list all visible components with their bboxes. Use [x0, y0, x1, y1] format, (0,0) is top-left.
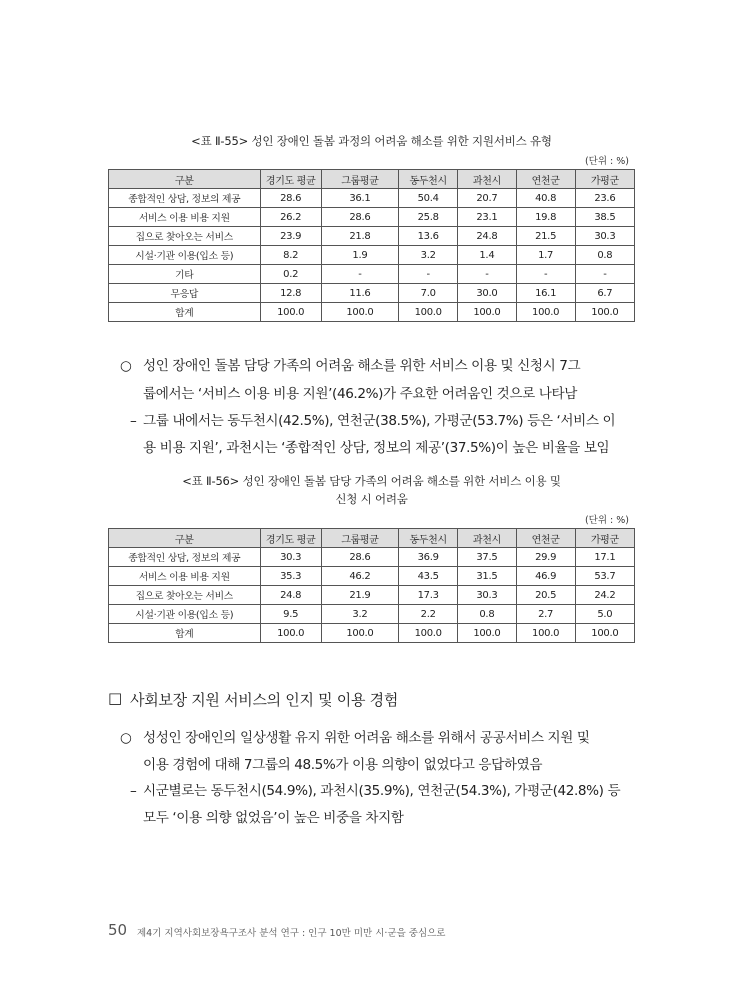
table-cell: 24.2	[575, 586, 634, 605]
row-label: 기타	[109, 265, 261, 284]
table-cell: 100.0	[458, 624, 516, 643]
table56-header-cell: 구분	[109, 529, 261, 548]
table-cell: 17.3	[399, 586, 458, 605]
table-row	[109, 189, 635, 208]
table-cell: 16.1	[516, 284, 575, 303]
table-cell: 0.2	[260, 265, 321, 284]
table-cell: -	[458, 265, 516, 284]
section-title: 사회보장 지원 서비스의 인지 및 이용 경험	[130, 691, 399, 709]
table-cell: 100.0	[399, 624, 458, 643]
table-cell: 3.2	[399, 246, 458, 265]
table-cell: 29.9	[516, 548, 575, 567]
table-cell: -	[399, 265, 458, 284]
table-cell: 28.6	[321, 208, 398, 227]
table55-header-row	[109, 170, 635, 189]
table56-header-cell: 연천군	[516, 529, 575, 548]
table-cell: 23.6	[575, 189, 634, 208]
table-cell: 30.0	[458, 284, 516, 303]
table-cell: 20.7	[458, 189, 516, 208]
table-cell: -	[321, 265, 398, 284]
row-label: 종합적인 상담, 정보의 제공	[109, 548, 261, 567]
para1-dash: –	[130, 413, 137, 429]
table-cell: 5.0	[575, 605, 634, 624]
table-cell: 24.8	[458, 227, 516, 246]
table56-header-row	[109, 529, 635, 548]
table55-unit: (단위 : %)	[584, 156, 629, 167]
table-cell: 12.8	[260, 284, 321, 303]
row-label: 시설·기관 이용(입소 등)	[109, 246, 261, 265]
table-cell: 100.0	[321, 303, 398, 322]
row-label: 집으로 찾아오는 서비스	[109, 586, 261, 605]
table-cell: 100.0	[260, 624, 321, 643]
row-label: 종합적인 상담, 정보의 제공	[109, 189, 261, 208]
table-56	[108, 528, 635, 643]
table-cell: 28.6	[321, 548, 398, 567]
table-cell: 43.5	[399, 567, 458, 586]
table-row	[109, 265, 635, 284]
para2-sub1: 시군별로는 동두천시(54.9%), 과천시(35.9%), 연천군(54.3%), 가평군(42.8%) 등	[143, 783, 621, 799]
table56-header-cell: 동두천시	[399, 529, 458, 548]
table-cell: 31.5	[458, 567, 516, 586]
table-cell: 8.2	[260, 246, 321, 265]
page-number: 50	[108, 921, 128, 939]
table56-header-cell: 경기도 평균	[260, 529, 321, 548]
table55-header-cell: 가평군	[575, 170, 634, 189]
row-label: 시설·기관 이용(입소 등)	[109, 605, 261, 624]
table-cell: 100.0	[399, 303, 458, 322]
table55-caption: <표 Ⅱ-55> 성인 장애인 돌봄 과정의 어려움 해소를 위한 지원서비스 유형	[191, 134, 552, 148]
table-cell: 100.0	[458, 303, 516, 322]
table-cell: 53.7	[575, 567, 634, 586]
table-cell: 11.6	[321, 284, 398, 303]
table-cell: 46.9	[516, 567, 575, 586]
para1-line2: 룹에서는 ‘서비스 이용 비용 지원’(46.2%)가 주요한 어려움인 것으로 나타남	[143, 386, 577, 402]
table-cell: -	[575, 265, 634, 284]
para2-line2: 이용 경험에 대해 7그룹의 48.5%가 이용 의향이 없었다고 응답하였음	[143, 757, 543, 773]
row-label: 서비스 이용 비용 지원	[109, 567, 261, 586]
table-cell: 35.3	[260, 567, 321, 586]
table-cell: 2.7	[516, 605, 575, 624]
table56-header-cell: 그룹평균	[321, 529, 398, 548]
table55-header-cell: 과천시	[458, 170, 516, 189]
para2-line1: 성성인 장애인의 일상생활 유지 위한 어려움 해소를 위해서 공공서비스 지원 및	[143, 730, 590, 746]
row-label: 합계	[109, 624, 261, 643]
para1-line1: 성인 장애인 돌봄 담당 가족의 어려움 해소를 위한 서비스 이용 및 신청시 7그	[143, 358, 581, 374]
table-cell: 3.2	[321, 605, 398, 624]
table-cell: 20.5	[516, 586, 575, 605]
table-cell: 9.5	[260, 605, 321, 624]
table-cell: 28.6	[260, 189, 321, 208]
table56-caption-line2: 신청 시 어려움	[335, 492, 408, 506]
table-cell: 30.3	[458, 586, 516, 605]
table-cell: 17.1	[575, 548, 634, 567]
table-row	[109, 605, 635, 624]
table-cell: 38.5	[575, 208, 634, 227]
row-label: 서비스 이용 비용 지원	[109, 208, 261, 227]
table-cell: 100.0	[260, 303, 321, 322]
table-cell: 24.8	[260, 586, 321, 605]
table56-caption-line1: <표 Ⅱ-56> 성인 장애인 돌봄 담당 가족의 어려움 해소를 위한 서비스 이용 및	[182, 474, 561, 488]
table-cell: 46.2	[321, 567, 398, 586]
para2-bullet: ○	[120, 730, 132, 746]
table-cell: 1.4	[458, 246, 516, 265]
table-cell: 21.9	[321, 586, 398, 605]
table55-header-cell: 구분	[109, 170, 261, 189]
para1-sub1: 그룹 내에서는 동두천시(42.5%), 연천군(38.5%), 가평군(53.7%) 등은 ‘서비스 이	[143, 413, 616, 429]
table55-header-cell: 동두천시	[399, 170, 458, 189]
table-cell: 13.6	[399, 227, 458, 246]
table-row	[109, 586, 635, 605]
row-label: 합계	[109, 303, 261, 322]
table-cell: 30.3	[575, 227, 634, 246]
table-cell: 100.0	[575, 624, 634, 643]
table-cell: -	[516, 265, 575, 284]
para1-sub2: 용 비용 지원’, 과천시는 ‘종합적인 상담, 정보의 제공’(37.5%)이 높은 비율을 보임	[143, 440, 610, 456]
table-cell: 40.8	[516, 189, 575, 208]
table-cell: 1.9	[321, 246, 398, 265]
table-cell: 100.0	[516, 624, 575, 643]
table-cell: 36.1	[321, 189, 398, 208]
table-cell: 50.4	[399, 189, 458, 208]
table-row	[109, 624, 635, 643]
table-row	[109, 208, 635, 227]
table-cell: 6.7	[575, 284, 634, 303]
footer-running-title: 제4기 지역사회보장욕구조사 분석 연구 : 인구 10만 미만 시·군을 중심으로	[137, 928, 446, 939]
table-cell: 25.8	[399, 208, 458, 227]
table-row	[109, 548, 635, 567]
para2-dash: –	[130, 783, 137, 799]
table-cell: 1.7	[516, 246, 575, 265]
table-cell: 26.2	[260, 208, 321, 227]
table-cell: 100.0	[575, 303, 634, 322]
table-row	[109, 246, 635, 265]
table-cell: 100.0	[516, 303, 575, 322]
table-cell: 21.5	[516, 227, 575, 246]
table-cell: 23.9	[260, 227, 321, 246]
row-label: 무응답	[109, 284, 261, 303]
table-cell: 36.9	[399, 548, 458, 567]
table-cell: 7.0	[399, 284, 458, 303]
table-row	[109, 303, 635, 322]
table56-header-cell: 과천시	[458, 529, 516, 548]
table56-unit: (단위 : %)	[584, 515, 629, 526]
table55-header-cell: 경기도 평균	[260, 170, 321, 189]
table-cell: 21.8	[321, 227, 398, 246]
table-cell: 0.8	[575, 246, 634, 265]
section-box-icon: □	[108, 689, 122, 707]
table-cell: 23.1	[458, 208, 516, 227]
table55-header-cell: 그룹평균	[321, 170, 398, 189]
table-cell: 30.3	[260, 548, 321, 567]
table-cell: 37.5	[458, 548, 516, 567]
table-cell: 2.2	[399, 605, 458, 624]
para1-bullet: ○	[120, 358, 132, 374]
table-row	[109, 567, 635, 586]
table-row	[109, 284, 635, 303]
table-cell: 0.8	[458, 605, 516, 624]
table-row	[109, 227, 635, 246]
table-cell: 19.8	[516, 208, 575, 227]
table55-header-cell: 연천군	[516, 170, 575, 189]
table-55	[108, 169, 635, 322]
table-cell: 100.0	[321, 624, 398, 643]
para2-sub2: 모두 ‘이용 의향 없었음’이 높은 비중을 차지함	[143, 810, 404, 826]
row-label: 집으로 찾아오는 서비스	[109, 227, 261, 246]
table56-header-cell: 가평군	[575, 529, 634, 548]
